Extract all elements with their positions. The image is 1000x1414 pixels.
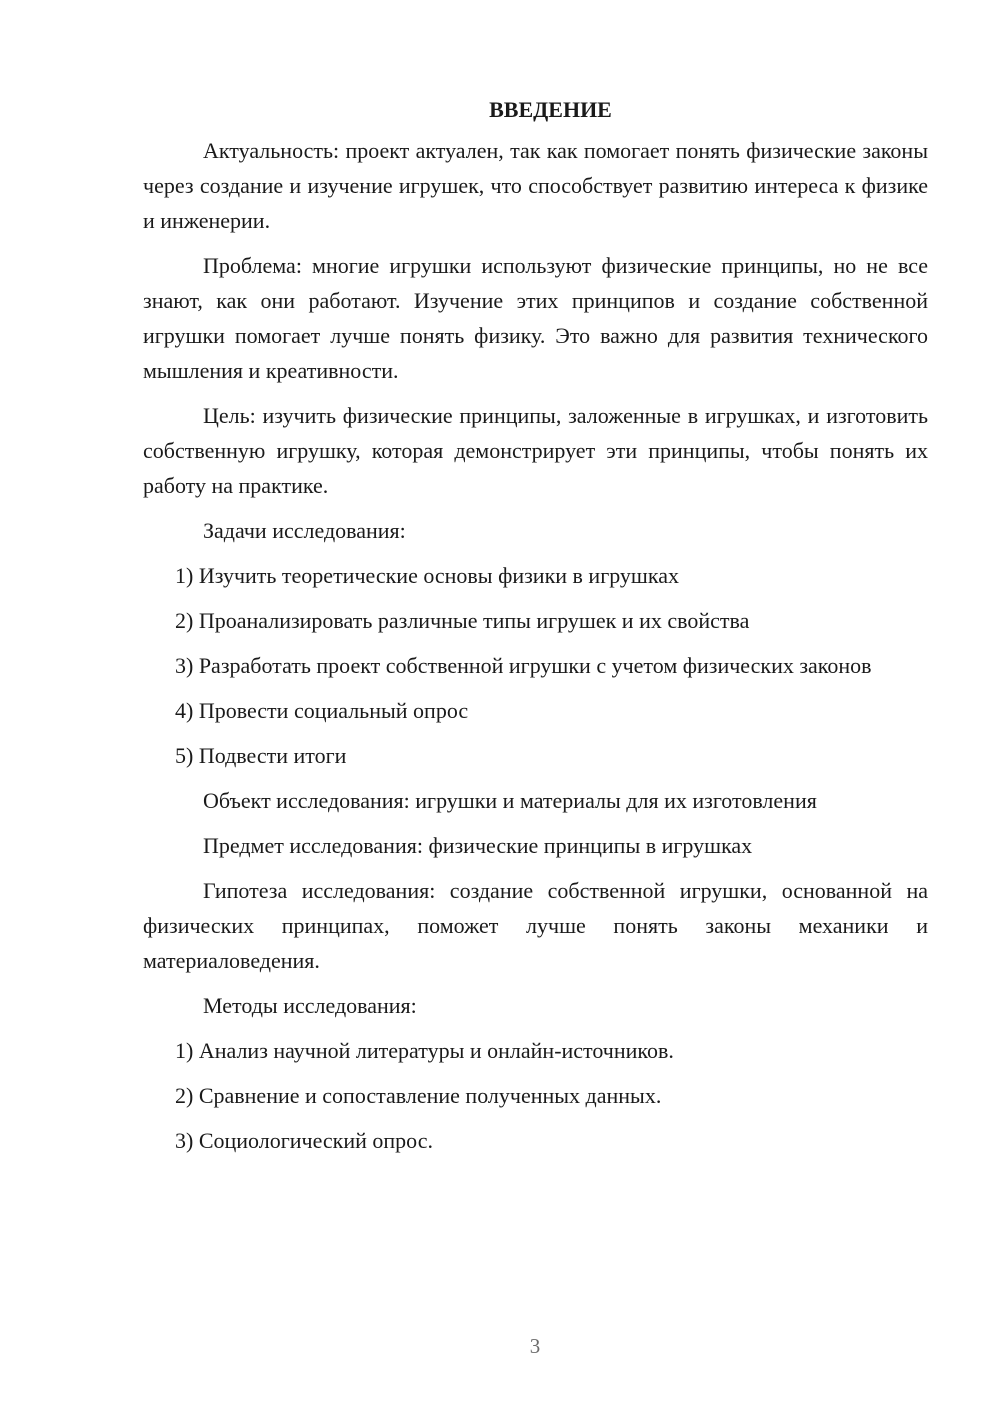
problem-paragraph: Проблема: многие игрушки используют физические принципы, но не все знают, как они работают. Изучение этих принципов и создание собственной игрушки помогает лучше понять физику. Это важно для развития технического мышления и креативности. — [143, 253, 928, 383]
method-item: 3) Социологический опрос. — [175, 1128, 433, 1153]
task-item: 1) Изучить теоретические основы физики в игрушках — [175, 563, 679, 588]
research-object: Объект исследования: игрушки и материалы для их изготовления — [203, 788, 817, 813]
page-number: 3 — [529, 1334, 541, 1358]
relevance-paragraph: Актуальность: проект актуален, так как помогает понять физические законы через создание и изучение игрушек, что способствует развитию интереса к физике и инженерии. — [143, 138, 928, 233]
method-item: 2) Сравнение и сопоставление полученных данных. — [175, 1083, 662, 1108]
tasks-heading: Задачи исследования: — [203, 518, 406, 543]
methods-heading: Методы исследования: — [203, 993, 417, 1018]
section-title: ВВЕДЕНИЕ — [489, 97, 612, 122]
page-content — [143, 92, 928, 1168]
task-item: 2) Проанализировать различные типы игрушек и их свойства — [175, 608, 750, 633]
goal-paragraph: Цель: изучить физические принципы, заложенные в игрушках, и изготовить собственную игрушку, которая демонстрирует эти принципы, чтобы понять их работу на практике. — [143, 403, 928, 498]
research-subject: Предмет исследования: физические принципы в игрушках — [203, 833, 753, 858]
task-item: 4) Провести социальный опрос — [175, 698, 469, 723]
hypothesis-paragraph: Гипотеза исследования: создание собственной игрушки, основанной на физических принципах, поможет лучше понять законы механики и материаловедения. — [143, 878, 928, 973]
task-item: 5) Подвести итоги — [175, 743, 347, 768]
task-item: 3) Разработать проект собственной игрушки с учетом физических законов — [175, 653, 872, 678]
method-item: 1) Анализ научной литературы и онлайн-источников. — [175, 1038, 674, 1063]
